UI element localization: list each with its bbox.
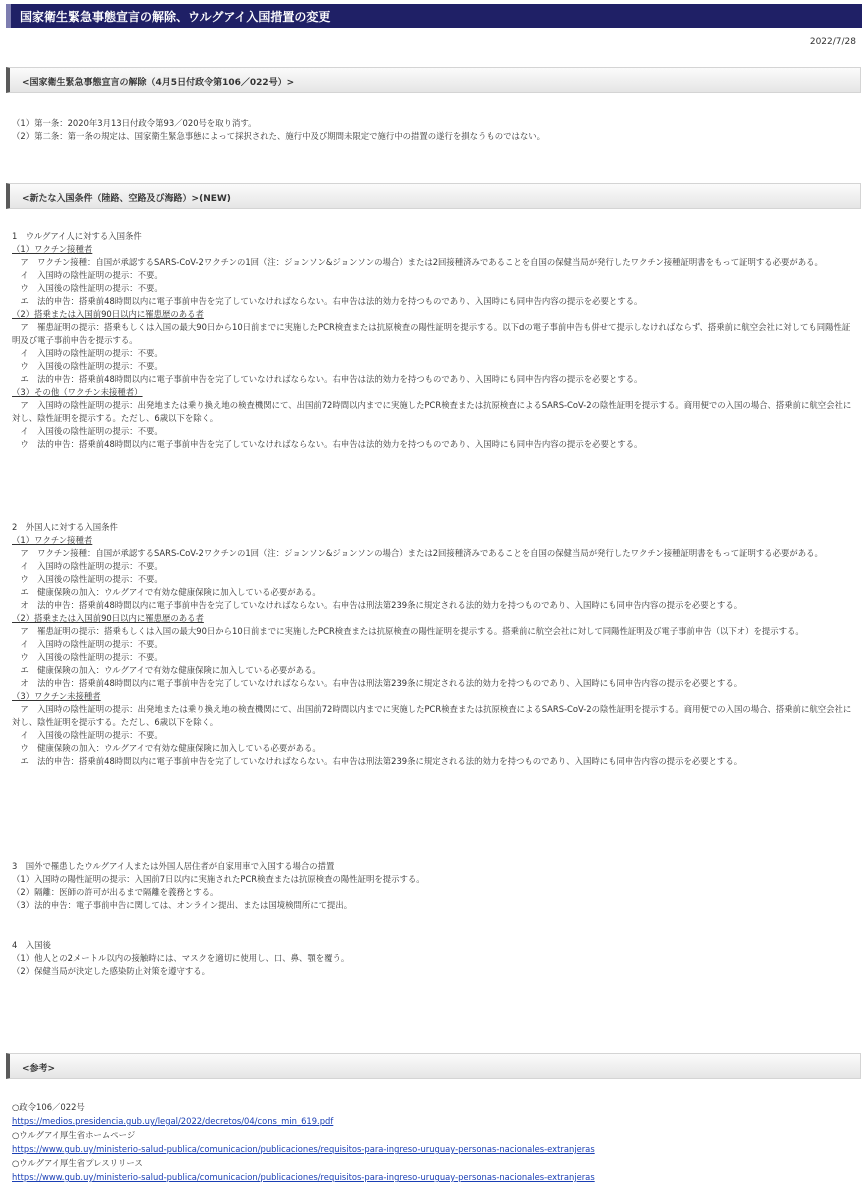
part-title: 1 ウルグアイ人に対する入国条件: [12, 231, 142, 241]
list-item: ウ 法的申告：搭乗前48時間以内に電子事前申告を完了していなければならない。右申告は法的効力を持つものであり、入国時にも同申告内容の提示を必要とする。: [12, 439, 643, 449]
list-item: （1）入国時の陽性証明の提示：入国前7日以内に実施されたPCR検査または抗原検査の陽性証明を提示する。: [12, 874, 425, 884]
list-item: イ 入国後の陰性証明の提示：不要。: [12, 730, 163, 740]
subsection-title: （2）搭乗または入国前90日以内に罹患歴のある者: [12, 613, 204, 623]
page-title-bar: [6, 4, 862, 28]
section-heading-references: [6, 1053, 861, 1079]
list-item: エ 法的申告：搭乗前48時間以内に電子事前申告を完了していなければならない。右申告は法的効力を持つものであり、入国時にも同申告内容の提示を必要とする。: [12, 374, 643, 384]
part-after-entry: [12, 939, 856, 978]
list-item: エ 法的申告：搭乗前48時間以内に電子事前申告を完了していなければならない。右申告は法的効力を持つものであり、入国時にも同申告内容の提示を必要とする。: [12, 296, 643, 306]
publish-date: 2022/7/28: [809, 37, 856, 47]
part-title: 2 外国人に対する入国条件: [12, 522, 118, 532]
reference-label: ○ウルグアイ厚生省プレスリリース: [12, 1158, 143, 1168]
list-item: （2）第二条：第一条の規定は、国家衛生緊急事態によって採択された、施行中及び期間未限定で施行中の措置の遂行を損なうものではない。: [12, 131, 545, 141]
subsection-title: （2）搭乗または入国前90日以内に罹患歴のある者: [12, 309, 204, 319]
list-item: ア ワクチン接種：自国が承認するSARS-CoV-2ワクチンの1回（注：ジョンソン&ジョンソンの場合）または2回接種済みであることを自国の保健当局が発行したワクチン接種証明書をもって証明する必要がある。: [12, 548, 823, 558]
list-item: オ 法的申告：搭乗前48時間以内に電子事前申告を完了していなければならない。右申告は刑法第239条に規定される法的効力を持つものであり、入国時にも同申告内容の提示を必要とする。: [12, 678, 743, 688]
list-item: ア 罹患証明の提示：搭乗もしくは入国の最大90日から10日前までに実施したPCR検査または抗原検査の陽性証明を提示する。搭乗前に航空会社に対して同陽性証明及び電子事前申告（以下オ）を提示する。: [12, 626, 804, 636]
part-uruguayans: [12, 230, 856, 451]
list-item: ア 入国時の陰性証明の提示：出発地または乗り換え地の検査機関にて、出国前72時間以内までに実施したPCR検査または抗原検査によるSARS-CoV-2の陰性証明を提示する。商用便での入国の場合、搭乗前に航空会社に対し、陰性証明を提示する。ただし、6歳以下を除く。: [12, 704, 852, 727]
reference-link[interactable]: https://www.gub.uy/ministerio-salud-publica/comunicacion/publicaciones/requisitos-para-ingreso-uruguay-personas-nacionales-extranjeras: [12, 1144, 595, 1154]
list-item: ウ 入国後の陰性証明の提示：不要。: [12, 283, 163, 293]
reference-link[interactable]: https://medios.presidencia.gub.uy/legal/2022/decretos/04/cons_min_619.pdf: [12, 1116, 334, 1126]
section-emergency-body: [12, 117, 856, 143]
part-private-vehicle: [12, 860, 856, 912]
subsection-title: （3）その他（ワクチン未接種者）: [12, 387, 143, 397]
list-item: イ 入国時の陰性証明の提示：不要。: [12, 348, 163, 358]
list-item: ウ 健康保険の加入：ウルグアイで有効な健康保険に加入している必要がある。: [12, 743, 321, 753]
references-list: [12, 1100, 856, 1184]
list-item: （2）保健当局が決定した感染防止対策を遵守する。: [12, 966, 210, 976]
part-foreigners: [12, 521, 856, 768]
subsection-title: （1）ワクチン接種者: [12, 244, 93, 254]
list-item: イ 入国時の陰性証明の提示：不要。: [12, 561, 163, 571]
list-item: エ 健康保険の加入：ウルグアイで有効な健康保険に加入している必要がある。: [12, 587, 321, 597]
section-heading-entry-conditions: [6, 183, 861, 209]
section-heading-text: <国家衛生緊急事態宣言の解除（4月5日付政令第106／022号）>: [22, 78, 295, 88]
list-item: ウ 入国後の陰性証明の提示：不要。: [12, 361, 163, 371]
subsection-title: （3）ワクチン未接種者: [12, 691, 101, 701]
section-heading-text: <新たな入国条件（陸路、空路及び海路）>(NEW): [22, 194, 231, 204]
list-item: ウ 入国後の陰性証明の提示：不要。: [12, 652, 163, 662]
list-item: オ 法的申告：搭乗前48時間以内に電子事前申告を完了していなければならない。右申告は刑法第239条に規定される法的効力を持つものであり、入国時にも同申告内容の提示を必要とする。: [12, 600, 743, 610]
part-title: 3 国外で罹患したウルグアイ人または外国人居住者が自家用車で入国する場合の措置: [12, 861, 335, 871]
list-item: （1）第一条：2020年3月13日付政令第93／020号を取り消す。: [12, 118, 257, 128]
list-item: （1）他人との2メートル以内の接触時には、マスクを適切に使用し、口、鼻、顎を覆う。: [12, 953, 350, 963]
reference-link[interactable]: https://www.gub.uy/ministerio-salud-publica/comunicacion/publicaciones/requisitos-para-ingreso-uruguay-personas-nacionales-extranjeras: [12, 1172, 595, 1182]
part-title: 4 入国後: [12, 940, 51, 950]
list-item: （2）隔離：医師の許可が出るまで隔離を義務とする。: [12, 887, 219, 897]
page-title: 国家衛生緊急事態宣言の解除、ウルグアイ入国措置の変更: [20, 10, 331, 24]
list-item: エ 健康保険の加入：ウルグアイで有効な健康保険に加入している必要がある。: [12, 665, 321, 675]
list-item: イ 入国時の陰性証明の提示：不要。: [12, 639, 163, 649]
list-item: イ 入国後の陰性証明の提示：不要。: [12, 426, 163, 436]
list-item: ア ワクチン接種：自国が承認するSARS-CoV-2ワクチンの1回（注：ジョンソン&ジョンソンの場合）または2回接種済みであることを自国の保健当局が発行したワクチン接種証明書をもって証明する必要がある。: [12, 257, 823, 267]
list-item: ウ 入国後の陰性証明の提示：不要。: [12, 574, 163, 584]
reference-label: ○政令106／022号: [12, 1102, 85, 1112]
list-item: ア 入国時の陰性証明の提示：出発地または乗り換え地の検査機関にて、出国前72時間以内までに実施したPCR検査または抗原検査によるSARS-CoV-2の陰性証明を提示する。商用便での入国の場合、搭乗前に航空会社に対し、陰性証明を提示する。ただし、6歳以下を除く。: [12, 400, 852, 423]
section-heading-text: <参考>: [22, 1064, 56, 1074]
list-item: （3）法的申告：電子事前申告に関しては、オンライン提出、または国境検問所にて提出。: [12, 900, 353, 910]
section-heading-emergency: [6, 67, 861, 93]
list-item: ア 罹患証明の提示：搭乗もしくは入国の最大90日から10日前までに実施したPCR検査または抗原検査の陽性証明を提示する。以下dの電子事前申告も併せて提示しなければならず、搭乗前に航空会社に対しても同陽性証明及び電子事前申告を提示する。: [12, 322, 851, 345]
reference-label: ○ウルグアイ厚生省ホームページ: [12, 1130, 136, 1140]
list-item: イ 入国時の陰性証明の提示：不要。: [12, 270, 163, 280]
list-item: エ 法的申告：搭乗前48時間以内に電子事前申告を完了していなければならない。右申告は刑法第239条に規定される法的効力を持つものであり、入国時にも同申告内容の提示を必要とする。: [12, 756, 743, 766]
subsection-title: （1）ワクチン接種者: [12, 535, 93, 545]
